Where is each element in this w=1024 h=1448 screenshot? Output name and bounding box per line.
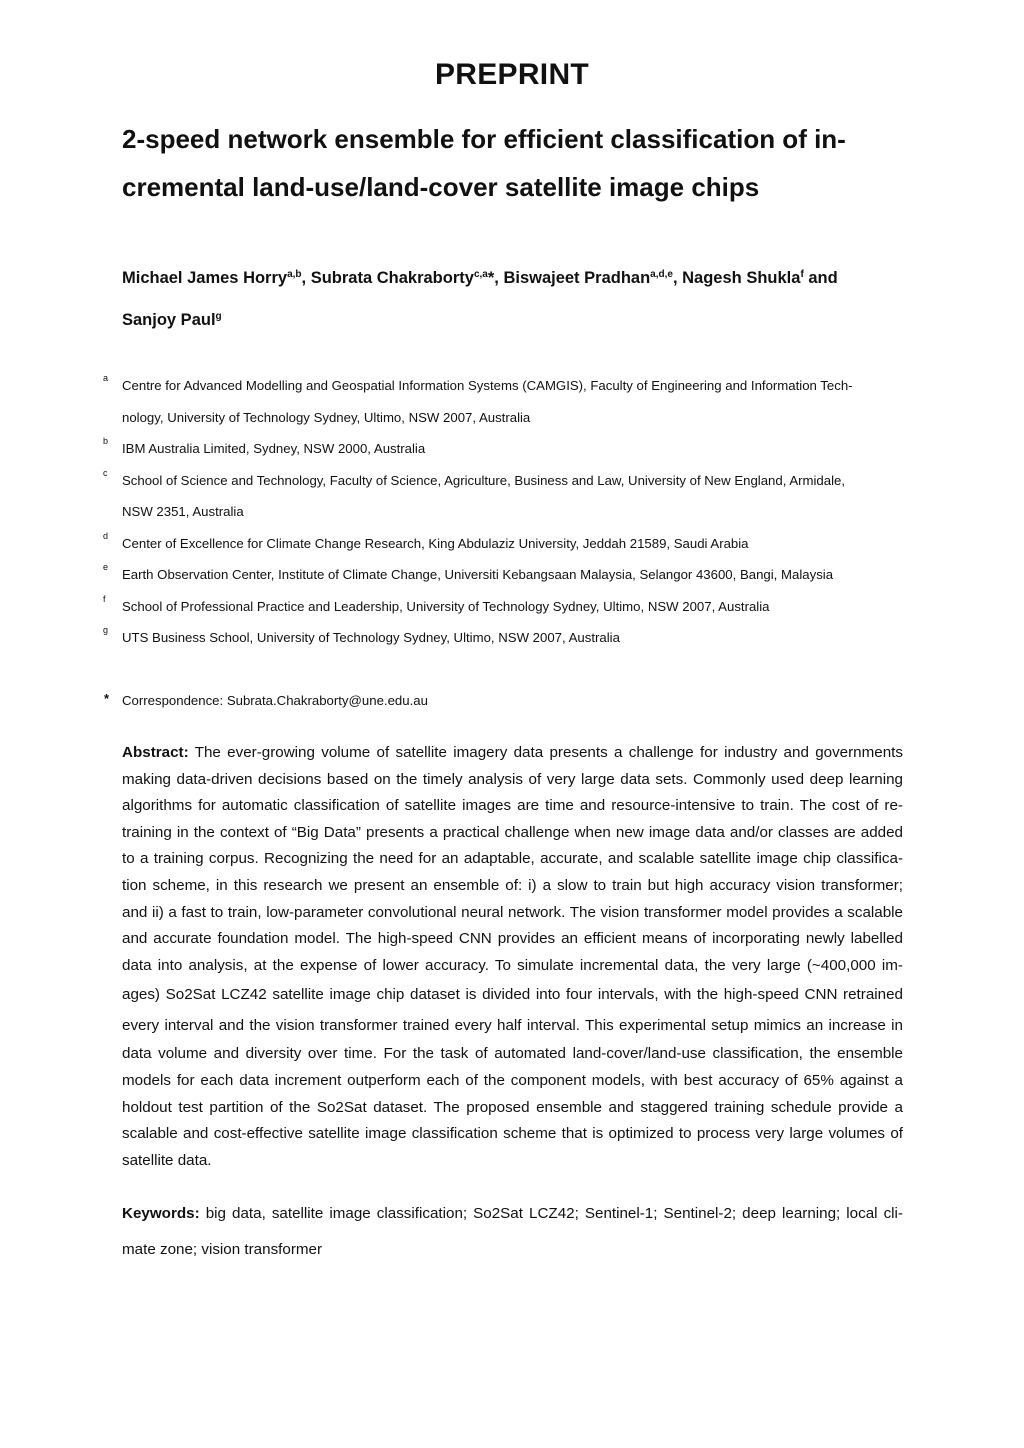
author-separator: and (803, 269, 838, 287)
abstract-line: every interval and the vision transformer trained every half interval. This experimental setup mimics an increase in (122, 1017, 903, 1035)
title-line: cremental land-use/land-cover satellite image chips (122, 172, 760, 202)
abstract-line: and accurate foundation model. The high-speed CNN provides an efficient means of incorporating newly labelled (122, 930, 903, 948)
abstract-line: satellite data. (122, 1151, 212, 1169)
abstract-line: tion scheme, in this research we present an ensemble of: i) a slow to train but high accuracy vision transformer; (122, 876, 903, 894)
author-list (122, 257, 922, 341)
title-line: 2-speed network ensemble for efficient classification of in- (122, 124, 846, 154)
author-line (122, 299, 922, 341)
preprint-label: PREPRINT (434, 58, 590, 91)
author-name: Sanjoy Paul (122, 311, 216, 329)
affiliation-item (0, 370, 902, 433)
keywords-line (122, 1196, 903, 1232)
affiliation-item (0, 622, 902, 654)
abstract-line: to a training corpus. Recognizing the need for an adaptable, accurate, and scalable satellite image chip classifica- (122, 850, 903, 868)
abstract-line: training in the context of “Big Data” presents a practical challenge when new image data and/or classes are added (122, 823, 903, 841)
keywords-label: Keywords: (122, 1205, 200, 1222)
correspondence-mark: * (104, 691, 110, 706)
abstract-text: The ever-growing volume of satellite imagery data presents a challenge for industry and governments (188, 744, 903, 761)
author-name: Nagesh Shukla (682, 269, 801, 287)
affiliation-text: UTS Business School, University of Technology Sydney, Ultimo, NSW 2007, Australia (122, 630, 620, 645)
author-name: Michael James Horry (122, 269, 288, 287)
affiliation-item (0, 433, 902, 465)
affiliation-list (0, 370, 1024, 654)
abstract (122, 740, 903, 1174)
author-affiliation-marks: a,b (287, 269, 302, 280)
author-affiliation-marks: g (215, 311, 222, 322)
affiliation-text: School of Science and Technology, Faculty of Science, Agriculture, Business and Law, University of New England, Armidale, (122, 472, 846, 488)
affiliation-mark: a (103, 373, 109, 383)
abstract-line: algorithms for automatic classification of satellite images are time and resource-intensive to train. The cost of re- (122, 797, 903, 815)
author-affiliation-marks: c,a (473, 269, 488, 280)
abstract-line: and ii) a fast to train, low-parameter convolutional neural network. The vision transformer model provides a scalable (122, 903, 903, 921)
author-line (122, 257, 922, 299)
affiliation-mark: f (103, 593, 106, 604)
affiliation-text: nology, University of Technology Sydney, Ultimo, NSW 2007, Australia (122, 409, 531, 425)
keywords-line: mate zone; vision transformer (122, 1241, 323, 1258)
affiliation-mark: c (103, 467, 108, 478)
affiliation-text: IBM Australia Limited, Sydney, NSW 2000, Australia (122, 441, 426, 456)
abstract-line: scalable and cost-effective satellite image classification scheme that is optimized to process very large volumes of (122, 1125, 903, 1143)
affiliation-text: School of Professional Practice and Leadership, University of Technology Sydney, Ultimo, NSW 2007, Australia (122, 598, 770, 614)
abstract-label: Abstract: (122, 744, 189, 761)
author-separator: *, (487, 269, 504, 287)
author-affiliation-marks: f (800, 269, 804, 280)
keywords (122, 1196, 903, 1268)
abstract-line: data into analysis, at the expense of lower accuracy. To simulate incremental data, the very large (~400,000 im- (122, 956, 903, 974)
abstract-line: data volume and diversity over time. For the task of automated land-cover/land-use classification, the ensemble (122, 1045, 903, 1063)
author-name: Biswajeet Pradhan (503, 269, 651, 287)
affiliation-text: Earth Observation Center, Institute of Climate Change, Universiti Kebangsaan Malaysia, Selangor 43600, Bangi, Malaysia (122, 567, 834, 582)
correspondence-text: Correspondence: Subrata.Chakraborty@une.edu.au (122, 693, 428, 708)
affiliation-mark: b (103, 436, 109, 446)
affiliation-item (0, 591, 902, 623)
abstract-line: ages) So2Sat LCZ42 satellite image chip dataset is divided into four intervals, with the high-speed CNN retrained (122, 986, 903, 1004)
paper-title (122, 115, 912, 211)
affiliation-item (0, 465, 902, 528)
author-affiliation-marks: a,d,e (650, 269, 673, 280)
abstract-line (122, 740, 903, 767)
author-separator: , (301, 269, 311, 287)
author-name: Subrata Chakraborty (310, 269, 474, 287)
affiliation-mark: e (103, 562, 109, 572)
abstract-line: models for each data increment outperform each of the component models, with best accuracy of 65% against a (122, 1071, 903, 1089)
author-separator: , (672, 269, 683, 287)
affiliation-text: Centre for Advanced Modelling and Geospatial Information Systems (CAMGIS), Faculty of Engineering and Information Tech- (122, 378, 853, 393)
affiliation-text: Center of Excellence for Climate Change Research, King Abdulaziz University, Jeddah 21589, Saudi Arabia (122, 535, 749, 551)
affiliation-mark: d (103, 530, 109, 541)
affiliation-text: NSW 2351, Australia (122, 504, 244, 519)
affiliation-item (0, 559, 902, 591)
keywords-text: big data, satellite image classification; So2Sat LCZ42; Sentinel-1; Sentinel-2; deep learning; local cli- (199, 1205, 903, 1222)
abstract-line: holdout test partition of the So2Sat dataset. The proposed ensemble and staggered training schedule provide a (122, 1098, 903, 1116)
abstract-line: making data-driven decisions based on the timely analysis of very large data sets. Commonly used deep learning (122, 770, 903, 788)
affiliation-item (0, 528, 902, 560)
affiliation-mark: g (103, 625, 109, 635)
